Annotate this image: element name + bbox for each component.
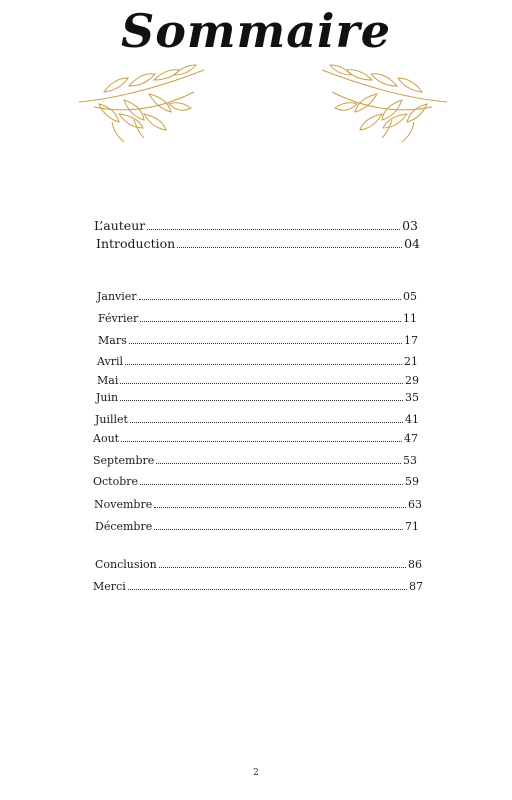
toc-entry-mars[interactable]	[98, 334, 418, 347]
toc-entry-page: 21	[404, 355, 418, 368]
toc-entry-label: Merci	[93, 580, 126, 593]
toc-entry-page: 59	[405, 475, 419, 488]
page-title: Sommaire	[120, 4, 392, 58]
toc-entry-merci[interactable]	[93, 580, 423, 593]
dot-leader	[139, 299, 401, 300]
toc-entry-label: Février	[98, 312, 139, 325]
toc-entry-label: Janvier	[97, 290, 137, 303]
toc-entry-page: 04	[404, 236, 420, 251]
toc-entry-decembre[interactable]	[95, 520, 419, 533]
dot-leader	[159, 567, 406, 568]
dot-leader	[120, 400, 403, 401]
toc-entry-label: Juillet	[95, 413, 128, 426]
dot-leader	[129, 343, 402, 344]
toc-entry-septembre[interactable]	[93, 454, 417, 467]
toc-entry-fevrier[interactable]	[98, 312, 417, 325]
toc-entry-auteur[interactable]	[94, 218, 418, 233]
toc-entry-page: 63	[408, 498, 422, 511]
dot-leader	[130, 422, 403, 423]
dot-leader	[140, 321, 401, 322]
toc-entry-page: 47	[404, 432, 418, 445]
toc-entry-avril[interactable]	[97, 355, 418, 368]
toc-entry-label: Introduction	[96, 236, 176, 251]
toc-entry-page: 05	[403, 290, 417, 303]
dot-leader	[177, 247, 402, 248]
toc-entry-page: 87	[409, 580, 423, 593]
toc-entry-label: Décembre	[95, 520, 153, 533]
toc-entry-label: Juin	[96, 391, 119, 404]
toc-entry-label: Avril	[97, 355, 124, 368]
toc-entry-label: Septembre	[93, 454, 155, 467]
dot-leader	[140, 484, 403, 485]
toc-entry-label: L’auteur	[94, 218, 146, 233]
toc-entry-page: 29	[405, 374, 419, 387]
toc-entry-page: 53	[403, 454, 417, 467]
dot-leader	[128, 589, 407, 590]
toc-entry-label: Mai	[97, 374, 119, 387]
toc-entry-aout[interactable]	[93, 432, 418, 445]
toc-entry-label: Octobre	[93, 475, 139, 488]
dot-leader	[120, 383, 403, 384]
toc-entry-label: Novembre	[94, 498, 153, 511]
toc-entry-page: 17	[404, 334, 418, 347]
dot-leader	[154, 507, 406, 508]
toc-entry-novembre[interactable]	[94, 498, 422, 511]
dot-leader	[154, 529, 403, 530]
toc-entry-octobre[interactable]	[93, 475, 419, 488]
toc-entry-conclusion[interactable]	[95, 558, 422, 571]
toc-entry-page: 03	[402, 218, 418, 233]
toc-entry-page: 71	[405, 520, 419, 533]
toc-entry-juin[interactable]	[96, 391, 419, 404]
toc-entry-mai[interactable]	[97, 374, 419, 387]
dot-leader	[147, 229, 400, 230]
toc-entry-introduction[interactable]	[96, 236, 420, 251]
toc-entry-label: Aout	[93, 432, 120, 445]
toc-entry-janvier[interactable]	[97, 290, 417, 303]
toc-entry-page: 86	[408, 558, 422, 571]
dot-leader	[125, 364, 402, 365]
toc-entry-page: 41	[405, 413, 419, 426]
toc-entry-label: Conclusion	[95, 558, 157, 571]
page-number: 2	[253, 768, 259, 778]
toc-entry-page: 35	[405, 391, 419, 404]
toc-entry-page: 11	[403, 312, 417, 325]
toc-entry-juillet[interactable]	[95, 413, 419, 426]
dot-leader	[121, 441, 402, 442]
dot-leader	[156, 463, 401, 464]
toc-entry-label: Mars	[98, 334, 127, 347]
